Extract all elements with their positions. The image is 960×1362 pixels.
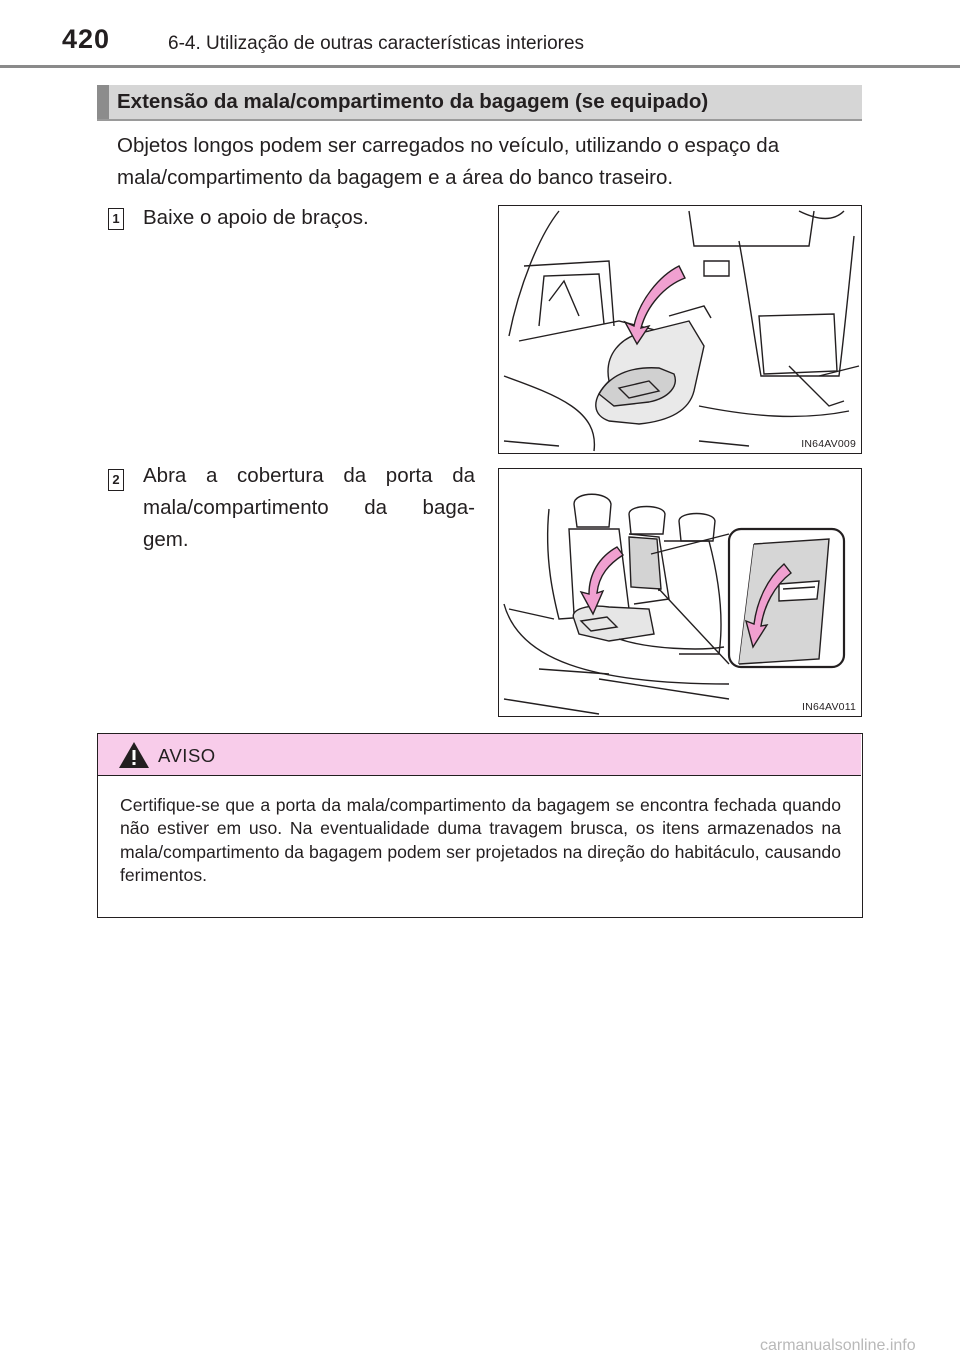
page-number: 420 — [62, 24, 111, 54]
step-number-1: 1 — [108, 208, 124, 230]
step-1-text: Baixe o apoio de braços. — [143, 206, 369, 229]
armrest-illustration — [499, 206, 862, 454]
figure-code-2: IN64AV011 — [802, 701, 856, 713]
warning-text: Certifique-se que a porta da mala/compartimento da bagagem se encontra fechada quando não estiver em uso. Na eventualidade duma travagem brusca, os itens armazenados na mala/compartimento da bagagem podem ser projetados na direção do habitáculo, causando ferimentos. — [120, 795, 841, 886]
footer-watermark: carmanualsonline.info — [760, 1337, 916, 1354]
figure-code-1: IN64AV009 — [801, 438, 856, 450]
step-2-text — [143, 460, 475, 556]
warning-header — [98, 734, 861, 776]
title-underline — [97, 119, 862, 121]
step-2-line-1: Abra a cobertura da porta da — [143, 464, 475, 487]
warning-box — [97, 733, 863, 918]
trunk-cover-illustration — [499, 469, 862, 717]
section-title-bar — [97, 85, 862, 119]
header-divider — [0, 65, 960, 68]
warning-title: AVISO — [158, 745, 216, 766]
step-number-2: 2 — [108, 469, 124, 491]
intro-paragraph: Objetos longos podem ser carregados no veículo, utilizando o espaço da mala/compartimento da bagagem e a área do banco traseiro. — [117, 134, 780, 189]
step-2-line-2: mala/compartimento da baga- — [143, 496, 475, 519]
section-title: Extensão da mala/compartimento da bagagem (se equipado) — [117, 90, 709, 113]
step-2-line-3: gem. — [143, 528, 189, 551]
figure-armrest — [498, 205, 862, 454]
open-cover-arrow-icon — [581, 547, 623, 614]
section-heading: 6-4. Utilização de outras características interiores — [168, 33, 585, 54]
figure-trunk-cover — [498, 468, 862, 717]
warning-triangle-icon — [118, 741, 150, 769]
